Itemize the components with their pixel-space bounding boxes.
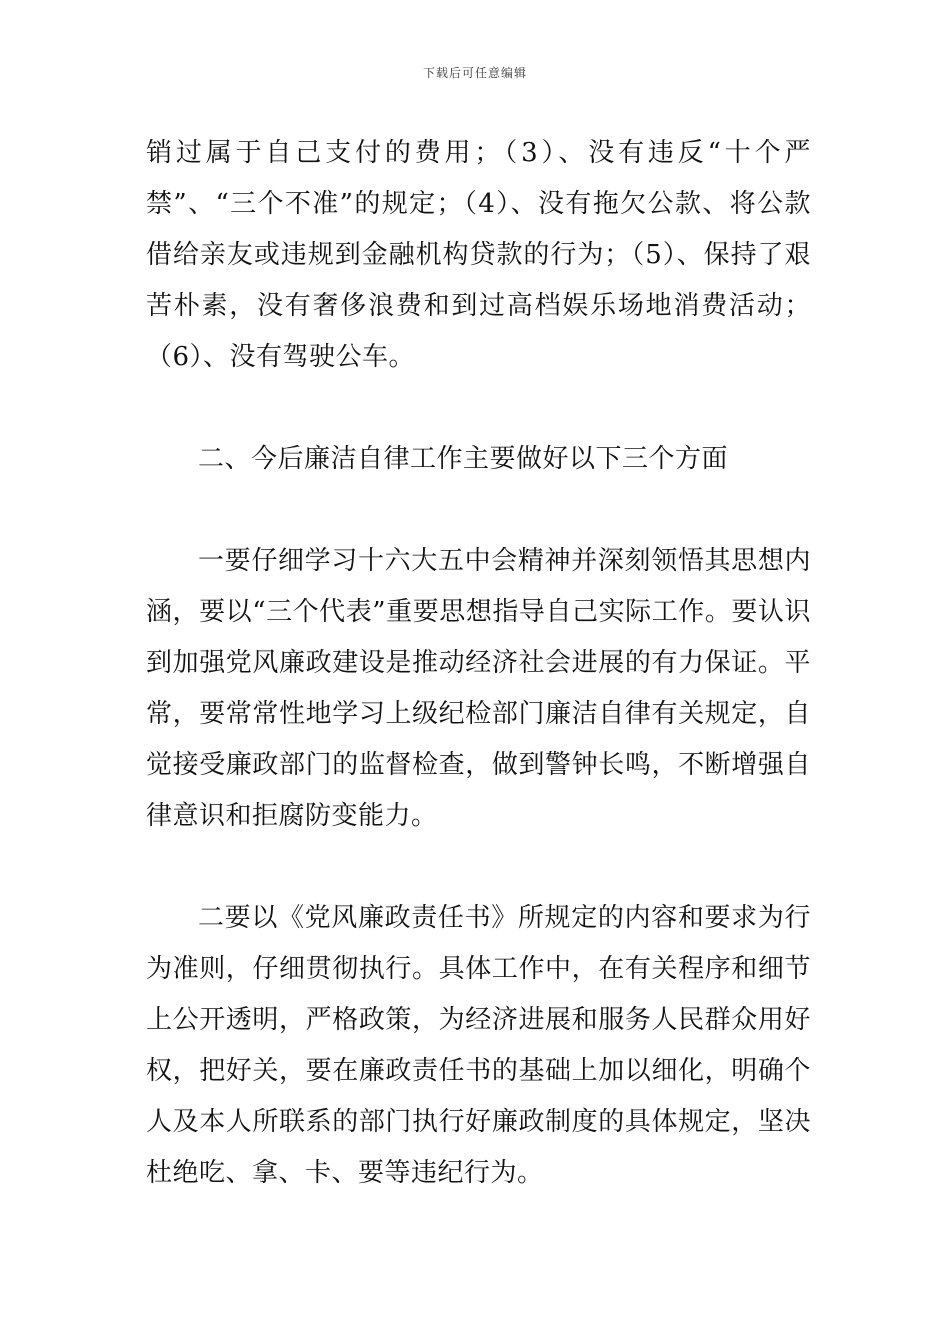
paragraph-gap [146,842,811,893]
page-header-note: 下载后可任意编辑 [422,66,527,80]
section-heading: 二、今后廉洁自律工作主要做好以下三个方面 [198,444,729,474]
paragraph-gap [146,485,811,536]
document-body [146,128,811,1199]
paragraph-first-point: 一要仔细学习十六大五中会精神并深刻领悟其思想内涵，要以“三个代表”重要思想指导自己实际工作。要认识到加强党风廉政建设是推动经济社会进展的有力保证。平常，要常常性地学习上级纪检部门廉洁自律有关规定，自觉接受廉政部门的监督检查，做到警钟长鸣，不断增强自律意识和拒腐防变能力。 [146,546,811,831]
paragraph-continuation: 销过属于自己支付的费用；（3）、没有违反“十个严禁”、“三个不准”的规定；（4）、没有拖欠公款、将公款借给亲友或违规到金融机构贷款的行为；（5）、保持了艰苦朴素，没有奢侈浪费和到过高档娱乐场地消费活动；（6）、没有驾驶公车。 [146,138,811,372]
paragraph-gap [146,383,811,434]
paragraph-second-point: 二要以《党风廉政责任书》所规定的内容和要求为行为准则，仔细贯彻执行。具体工作中，在有关程序和细节上公开透明，严格政策，为经济进展和服务人民群众用好权，把好关，要在廉政责任书的基础上加以细化，明确个人及本人所联系的部门执行好廉政制度的具体规定，坚决杜绝吃、拿、卡、要等违纪行为。 [146,903,811,1188]
